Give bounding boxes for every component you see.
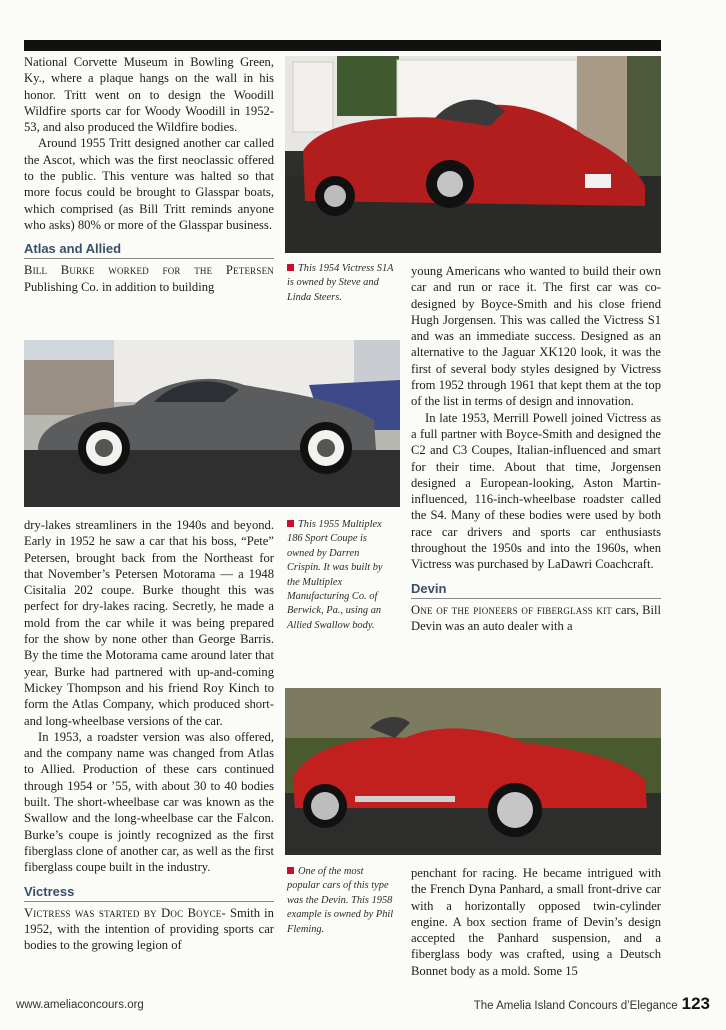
caption-marker-icon bbox=[287, 867, 294, 874]
caption-text: This 1955 Multiplex 186 Sport Coupe is owned by Darren Crispin. It was built by the Multiplex Manufacturing Co. of Berwick, Pa., using an Allied Swallow body. bbox=[287, 519, 383, 631]
column2-bottom-text bbox=[411, 865, 661, 979]
section-heading-devin: Devin bbox=[411, 581, 661, 599]
column2-top-text bbox=[411, 263, 661, 634]
lead-paragraph bbox=[411, 602, 661, 635]
column1-top-text bbox=[24, 54, 274, 295]
photo-devin bbox=[285, 688, 661, 855]
caption-victress bbox=[287, 262, 395, 305]
footer-publication bbox=[474, 994, 710, 1014]
publication-name: The Amelia Island Concours d’Elegance bbox=[473, 1000, 678, 1012]
paragraph: National Corvette Museum in Bowling Green, Ky., where a plaque hangs on the wall in his honor. Tritt went on to design the Woodill Wildfire sports car for Woody Woodill in 1952-53, and also produced the Wildfire bodies. bbox=[24, 55, 274, 135]
lead-caps: One of the pioneers of fiberglass kit bbox=[411, 602, 613, 617]
paragraph: dry-lakes streamliners in the 1940s and beyond. Early in 1952 he saw a car that his boss, “Pete” Petersen, brought back from the Northeast for that November’s Petersen Motorama — a 1948 Cisitalia 202 coupe. Burke thought this was perfect for dry-lakes racing. Secretly, he made a mold from the car while it was being prepared for the show by none other than George Barris. By the time the Motorama came around later that year, Burke had partnered with up-and-coming Mickey Thompson and his friend Roy Kinch to form the Atlas Company, which produced short- and long-wheelbase versions of the car. bbox=[24, 518, 274, 728]
paragraph: penchant for racing. He became intrigued with the French Dyna Panhard, a small front-drive car with a horizontally opposed twin-cylinder engine. A box section frame of Devin’s design accepted the Panhard suspension, and a fiberglass body was crafted, using a Deutsch Bonnet body as a mold. Some 15 bbox=[411, 866, 661, 978]
paragraph: young Americans who wanted to build their own car and run or race it. The first car was co-designed by Boyce-Smith and his close friend Hugh Jorgensen. This was called the Victress S1 and was an immediate success. Designed as an alternative to the Jaguar XK120 look, it was the first of several body styles designed by Victress from 1952 through 1961 that kept them at the top of the list in terms of design and innovation. bbox=[411, 264, 661, 409]
caption-marker-icon bbox=[287, 264, 294, 271]
page-number: 123 bbox=[681, 994, 710, 1013]
photo-multiplex-coupe bbox=[24, 340, 400, 507]
photo-victress-s1a bbox=[285, 56, 661, 253]
column1-bottom-text bbox=[24, 517, 274, 953]
caption-text: One of the most popular cars of this type was the Devin. This 1958 example is owned by Phil Fleming. bbox=[287, 866, 394, 935]
lead-caps: Bill Burke worked for the Petersen bbox=[24, 263, 274, 278]
lead-rest: Smith in 1952, with the intention of providing sports car bodies to the growing legion of bbox=[24, 905, 274, 953]
lead-paragraph bbox=[24, 262, 274, 295]
caption-text: This 1954 Victress S1A is owned by Steve and Linda Steers. bbox=[287, 263, 394, 303]
caption-multiplex bbox=[287, 518, 395, 633]
paragraph: Around 1955 Tritt designed another car called the Ascot, which was the first neoclassic offered to the public. This venture was halted so that more focus could be brought to Glasspar boats, which comprised (as Bill Tritt reminds anyone who asks) 80% or more of the Glasspar business. bbox=[24, 136, 274, 232]
footer-url: www.ameliaconcours.org bbox=[16, 999, 144, 1011]
lead-rest: Publishing Co. in addition to building bbox=[24, 279, 215, 294]
header-rule bbox=[24, 40, 661, 51]
caption-marker-icon bbox=[287, 520, 294, 527]
paragraph: In 1953, a roadster version was also offered, and the company name was changed from Atlas to Allied. Production of these cars continued through 1954 or ’55, with about 30 to 40 bodies built. The short-wheelbase car was known as the Swallow and the long-wheelbase car the Falcon. Burke’s coupe is jointly recognized as the first fiberglass clone of another car, as well as the first fiberglass coupe built in the industry. bbox=[24, 729, 274, 875]
section-heading-victress: Victress bbox=[24, 884, 274, 902]
lead-rest: cars, Bill Devin was an auto dealer with a bbox=[411, 602, 662, 633]
caption-devin bbox=[287, 865, 395, 937]
lead-paragraph bbox=[24, 905, 274, 954]
paragraph: In late 1953, Merrill Powell joined Victress as a full partner with Boyce-Smith and designed the C2 and C3 Coupes, Italian-influenced and smart for their time. About that time, Jorgensen designed a European-looking, Aston Martin-influenced, 116-inch-wheelbase roadster called the S4. Many of these bodies were used by both race car drivers and sports car enthusiasts throughout the 1950s and into the 1960s, when Victress was purchased by LaDawri Coachcraft. bbox=[411, 410, 661, 572]
lead-caps: Victress was started by Doc Boyce- bbox=[24, 905, 226, 920]
section-heading-atlas: Atlas and Allied bbox=[24, 241, 274, 259]
